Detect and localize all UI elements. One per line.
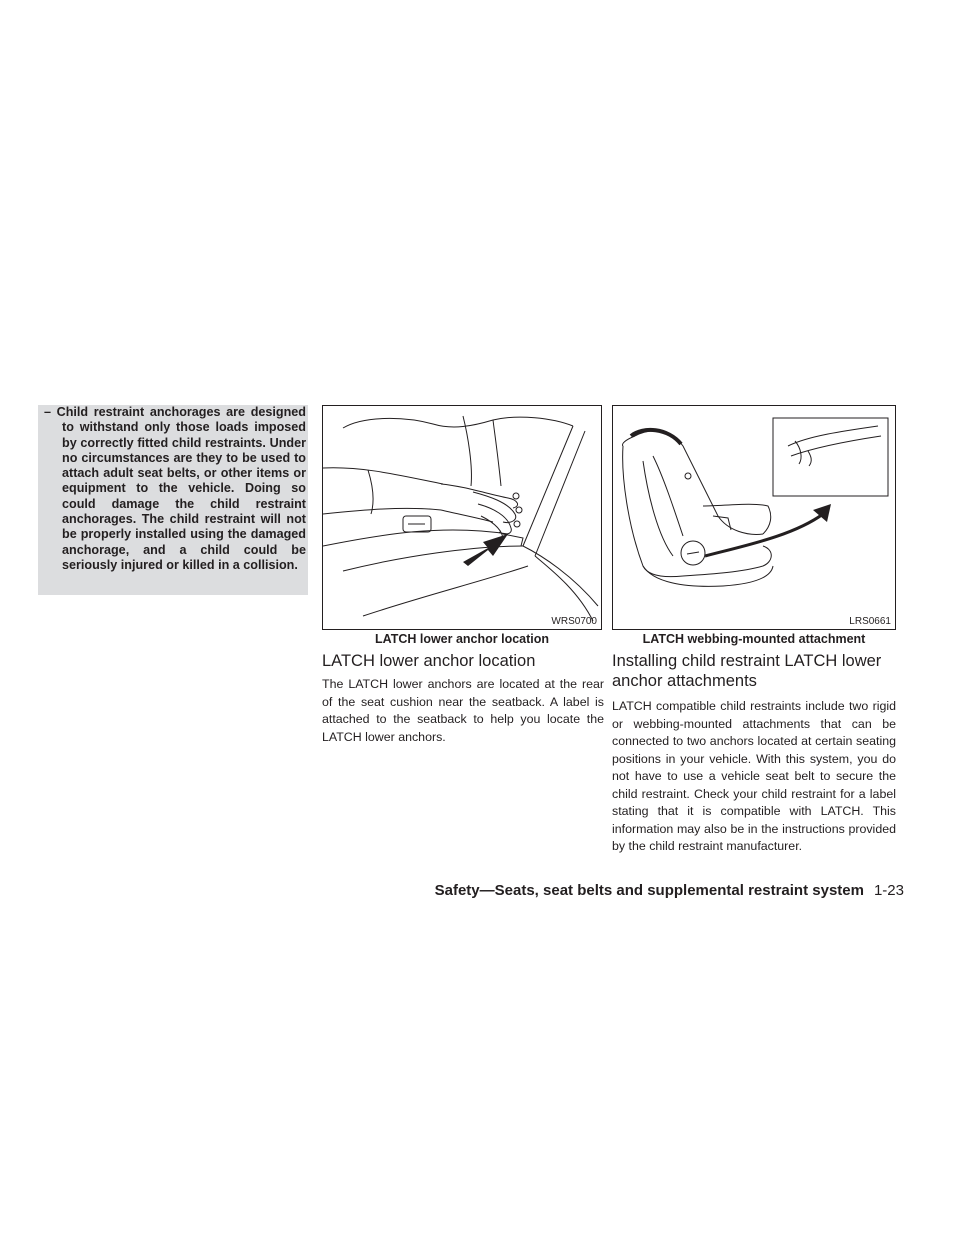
figure-caption: LATCH lower anchor location bbox=[374, 632, 550, 646]
figure-code: LRS0661 bbox=[849, 616, 891, 627]
detail-arrow bbox=[705, 514, 823, 556]
section-heading: LATCH lower anchor location bbox=[322, 652, 536, 670]
latch-webbing-figure bbox=[612, 405, 896, 630]
section-heading: Installing child restraint LATCH lower anchor attachments bbox=[612, 652, 882, 690]
page-footer bbox=[435, 882, 904, 899]
section-body: LATCH compatible child restraints include two rigid or webbing-mounted attachments that can be connected to two anchors located at certain seating positions in your vehicle. With this system, you do not have to use a vehicle seat belt to secure the child restraint. Check your child restraint for a label stating that it is compatible with LATCH. This information may also be in the instructions provided by the child restraint manufacturer. bbox=[612, 699, 896, 853]
latch-webbing-illustration bbox=[613, 406, 896, 630]
figure-code: WRS0700 bbox=[551, 616, 597, 627]
footer-section-title: Safety—Seats, seat belts and supplemental restraint system bbox=[434, 882, 864, 899]
section-body: The LATCH lower anchors are located at the rear of the seat cushion near the seatback. A label is attached to the seatback to help you locate the LATCH lower anchors. bbox=[322, 677, 604, 744]
warning-box bbox=[38, 405, 308, 595]
latch-anchor-location-figure bbox=[322, 405, 602, 630]
anchor-arrow bbox=[463, 534, 508, 566]
page-number: 1-23 bbox=[873, 882, 904, 899]
figure-caption: LATCH webbing-mounted attachment bbox=[642, 632, 866, 646]
warning-text: – Child restraint anchorages are designed to withstand only those loads imposed by correctly fitted child restraints. Under no circumstances are they to be used to attach adult seat belts, or other items or equipment to the vehicle. Doing so could damage the child restraint anchorages. The child restraint will not be properly installed using the damaged anchorage, and a child could be seriously injured or killed in a collision. bbox=[44, 405, 306, 572]
latch-anchor-illustration bbox=[323, 406, 602, 630]
